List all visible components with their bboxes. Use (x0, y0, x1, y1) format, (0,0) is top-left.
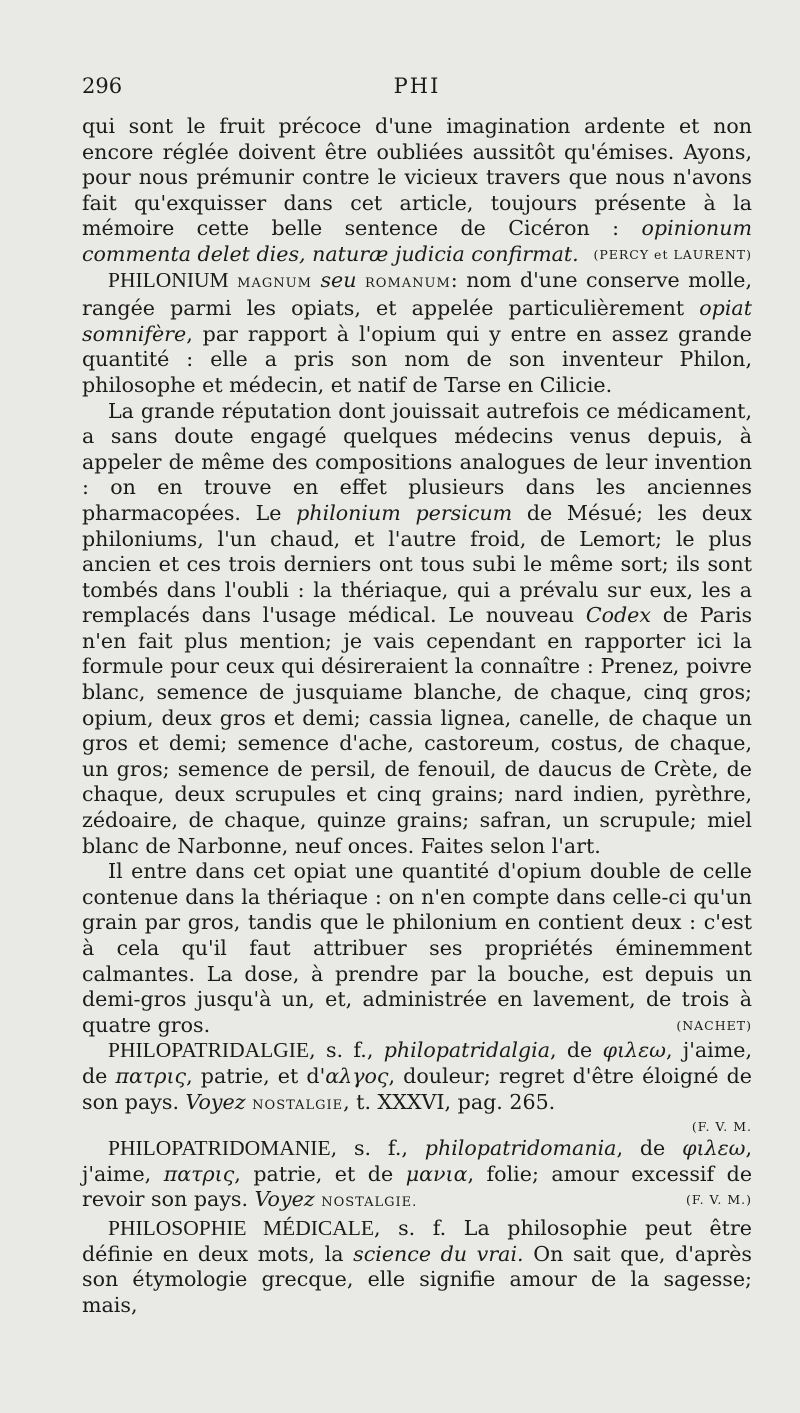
paragraph-reputation (82, 399, 752, 860)
latin-quote: opinionum commenta delet dies, naturæ judicia confirmat. (82, 216, 752, 266)
paragraph-dose (82, 859, 752, 1038)
page-number: 296 (82, 74, 123, 98)
entry-headword: PHILOSOPHIE MÉDICALE (108, 1215, 375, 1240)
italic-term: philonium persicum (296, 500, 513, 525)
text-run: qui sont le fruit précoce d'une imagination ardente et non encore réglée doivent être oubliées aussitôt qu'émises. Ayons, pour nous prémunir contre le vicieux travers que nous n'avons fait qu'exquisser dans cet article, toujours présente à la mémoire cette belle sentence de Cicéron : (82, 114, 752, 241)
greek-word: φιλεω (682, 1136, 746, 1161)
text-run: , t. XXXVI, pag. 265. (343, 1089, 556, 1114)
author-signature-line (82, 1118, 752, 1136)
italic-term: Codex (585, 603, 651, 628)
author-signature: (F. V. M. (691, 1119, 752, 1135)
text-run: , j'aime, (82, 1136, 753, 1186)
page-header (82, 74, 752, 114)
cross-reference: NOSTALGIE (252, 1097, 344, 1113)
paragraph-continuation (82, 114, 752, 268)
entry-philopatridalgie (82, 1038, 752, 1118)
entry-subhead-italic: seu (320, 267, 357, 292)
text-run: , par rapport à l'opium qui y entre en assez grande quantité : elle a pris son nom de son inventeur Philon, philosophe et médecin, et natif de Tarse en Cilicie. (82, 321, 752, 397)
entry-headword: PHILOPATRIDALGIE (108, 1038, 310, 1063)
text-run: On sait que, d'après son étymologie grecque, elle signifie amour de la sagesse; mais, (82, 1241, 753, 1317)
text-run: , s. f., (330, 1136, 408, 1161)
entry-subhead: MAGNUM (237, 275, 312, 291)
text-run: , folie; amour excessif de revoir son pays. (82, 1161, 753, 1212)
text-run: , j'aime, de (82, 1038, 752, 1088)
entry-subhead: ROMANUM (365, 275, 451, 291)
text-run: La grande réputation dont jouissait autrefois ce médicament, a sans doute engagé quelques médecins venus depuis, à appeler de même des compositions analogues de leur invention : on en trouve en effet plusieurs dans les anciennes pharmacopées. Le (82, 398, 752, 525)
entry-headword: PHILOPATRIDOMANIE (108, 1136, 331, 1161)
entry-philosophie-medicale (82, 1216, 752, 1318)
author-signature: (PERCY et LAURENT) (593, 246, 752, 262)
text-run: , s. f., (309, 1038, 374, 1063)
text-run: de Mésué; les deux philoniums, l'un chaud, et l'autre froid, de Lemort; le plus ancien et ces trois derniers ont tous subi le même sort; ils sont tombés dans l'oubli : la thériaque, qui a prévalu sur eux, les a remplacés dans l'usage médical. Le nouveau (82, 500, 752, 628)
entry-philopatridomanie (82, 1136, 752, 1216)
author-signature: (F. V. M.) (686, 1192, 752, 1208)
greek-word: φιλεω (602, 1038, 666, 1063)
running-head: PHI (393, 74, 441, 98)
greek-word: μανια (405, 1161, 468, 1186)
text-run: , douleur; regret d'être éloigné de son pays. (82, 1063, 752, 1114)
page-text (82, 114, 752, 1318)
text-run: , patrie, et de (234, 1161, 394, 1186)
cross-reference-label: Voyez (185, 1089, 246, 1114)
text-run: , patrie, et d' (186, 1063, 326, 1088)
author-signature: (NACHET) (676, 1017, 752, 1033)
italic-term: philopatridomania (424, 1136, 617, 1161)
text-run: , de (549, 1038, 593, 1063)
text-run: Il entre dans cet opiat une quantité d'opium double de celle contenue dans la thériaque : on n'en compte dans celle-ci qu'un grain par gros, tandis que le philonium en contient deux : c'est à cela qu'il faut attribuer ses propriétés éminemment calmantes. La dose, à prendre par la bouche, est depuis un demi-gros jusqu'à un, et, administrée en lavement, de trois à quatre gros. (82, 859, 752, 1037)
greek-word: πατρις (163, 1161, 235, 1186)
italic-term: opiat somnifère (82, 296, 752, 346)
text-run: , s. f. La philosophie peut être définie en deux mots, la (82, 1215, 752, 1266)
italic-term: philopatridalgia (383, 1038, 550, 1063)
cross-reference: NOSTALGIE. (321, 1195, 418, 1211)
entry-headword: PHILONIUM (108, 267, 229, 292)
text-run: : nom d'une conserve molle, rangée parmi les opiats, et appelée particulièrement (82, 267, 753, 321)
italic-term: science du vrai. (353, 1241, 524, 1266)
greek-word: αλγος (325, 1063, 389, 1088)
text-run: , de (616, 1136, 666, 1161)
greek-word: πατρις (115, 1063, 187, 1088)
text-run: de Paris n'en fait plus mention; je vais cependant en rapporter ici la formule pour ceux qui désireraient la connaître : Prenez, poivre blanc, semence de jusquiame blanche, de chaque, cinq gros; opium, deux gros et demi; cassia lignea, canelle, de chaque un gros et demi; semence d'ache, castoreum, costus, de chaque, un gros; semence de persil, de fenouil, de daucus de Crète, de chaque, deux scrupules et cinq grains; nard indien, pyrèthre, zédoaire, de chaque, quinze grains; safran, un scrupule; miel blanc de Narbonne, neuf onces. Faites selon l'art. (82, 603, 753, 858)
entry-philonium (82, 268, 752, 399)
cross-reference-label: Voyez (254, 1187, 315, 1212)
